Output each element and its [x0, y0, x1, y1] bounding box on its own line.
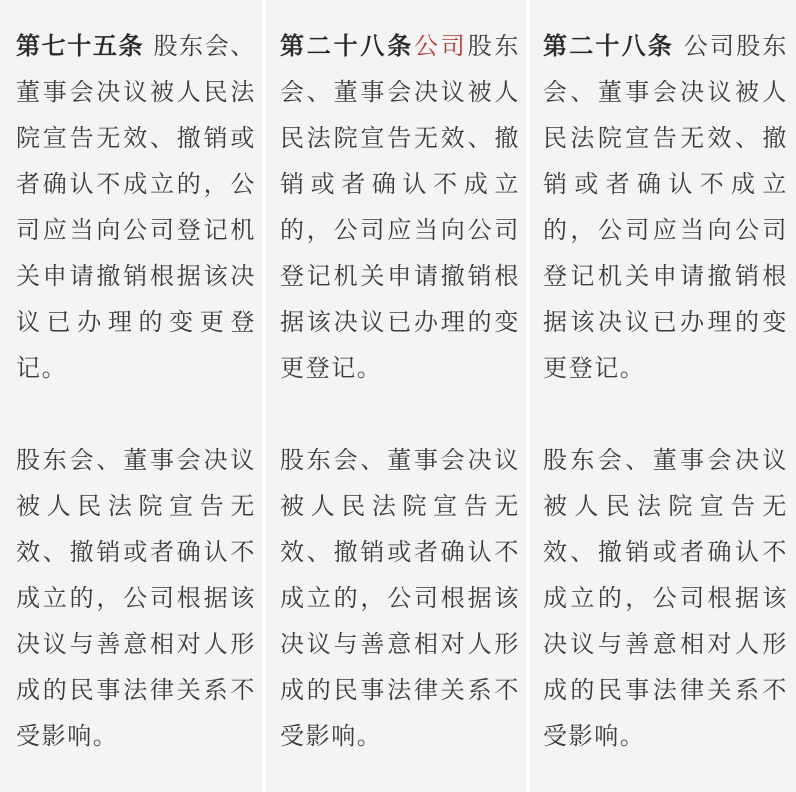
paragraph-2: 股东会、董事会决议被人民法院宣告无效、撤销或者确认不成立的，公司根据该决议与善意相对人形成的民事法律关系不受影响。 [16, 446, 256, 750]
paragraph-1-text: 公司股东会、董事会决议被人民法院宣告无效、撤销或者确认不成立的，公司应当向公司登记机关申请撤销根据该决议已办理的变更登记。 [543, 32, 788, 382]
paragraph-1 [280, 23, 520, 391]
paragraph-2: 股东会、董事会决议被人民法院宣告无效、撤销或者确认不成立的，公司根据该决议与善意相对人形成的民事法律关系不受影响。 [543, 446, 788, 750]
article-number: 第二十八条 [280, 32, 414, 60]
article-number: 第七十五条 [16, 32, 145, 60]
paragraph-1 [16, 23, 256, 391]
column-draft-law [266, 0, 526, 792]
paragraph-1 [543, 23, 788, 391]
paragraph-2: 股东会、董事会决议被人民法院宣告无效、撤销或者确认不成立的，公司根据该决议与善意相对人形成的民事法律关系不受影响。 [280, 446, 520, 750]
column-old-law [0, 0, 262, 792]
column-new-law [530, 0, 796, 792]
highlighted-change: 公司 [414, 32, 468, 60]
paragraph-1-text: 股东会、董事会决议被人民法院宣告无效、撤销或者确认不成立的，公司应当向公司登记机关申请撤销根据该决议已办理的变更登记。 [16, 32, 256, 382]
article-number: 第二十八条 [543, 32, 674, 60]
paragraph-1-text: 股东会、董事会决议被人民法院宣告无效、撤销或者确认不成立的，公司应当向公司登记机关申请撤销根据该决议已办理的变更登记。 [280, 32, 521, 382]
